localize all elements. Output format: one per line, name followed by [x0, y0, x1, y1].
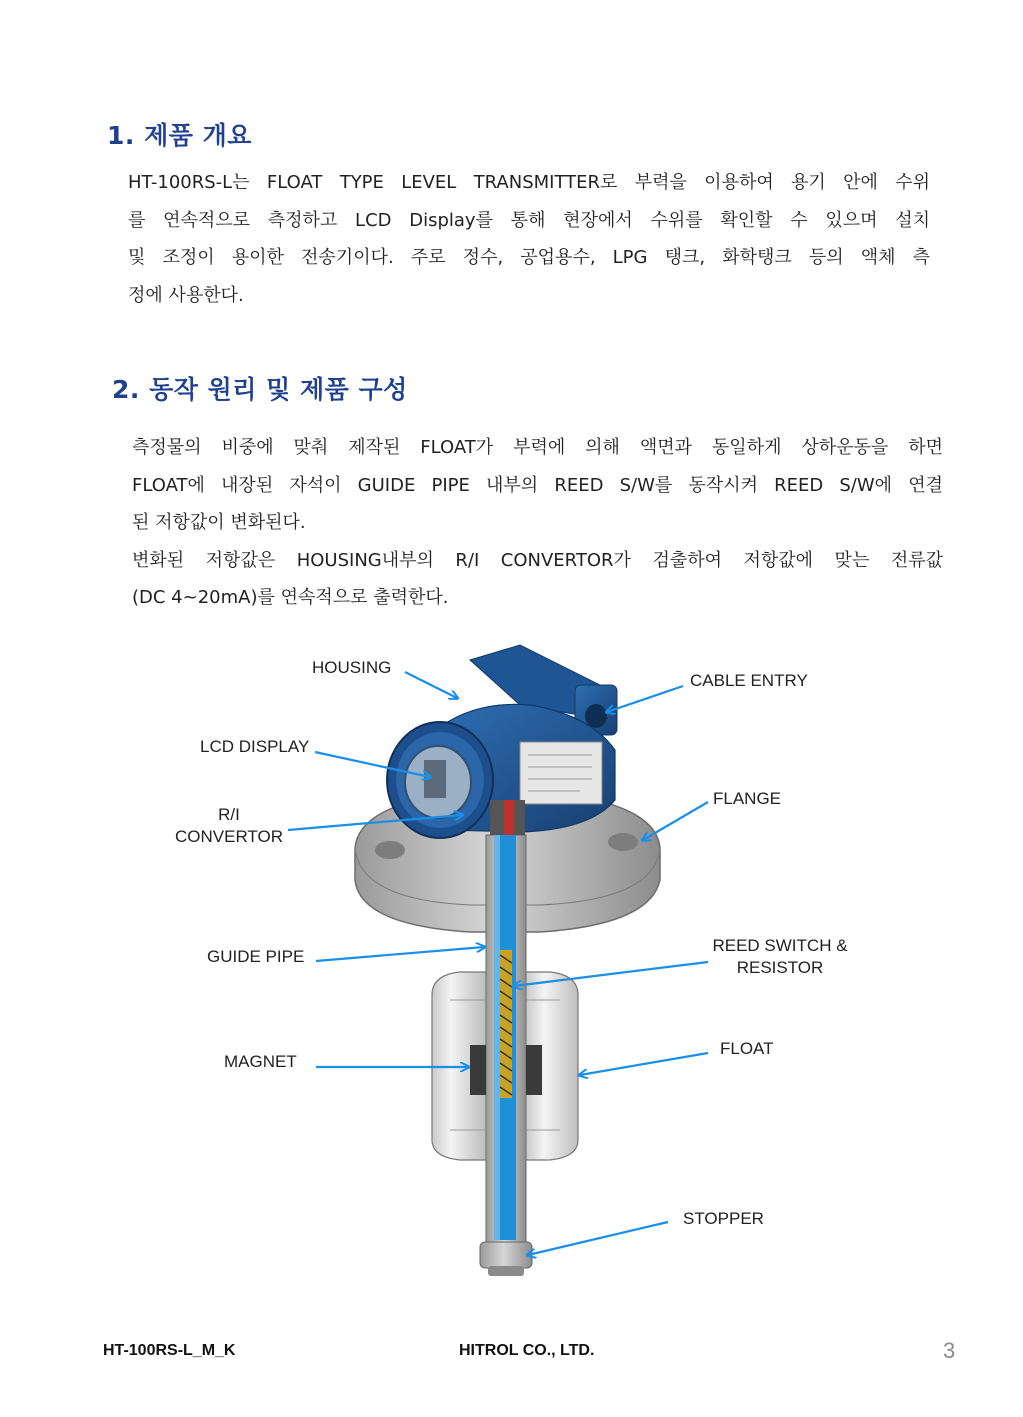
guide-pipe-arrow — [316, 947, 484, 961]
section-1-line: 및 조정이 용이한 전송기이다. 주로 정수, 공업용수, LPG 탱크, 화학탱크 등의 액체 측 — [128, 247, 930, 268]
page-number: 3 — [943, 1338, 956, 1363]
label-housing: HOUSING — [312, 658, 392, 677]
label-flange: FLANGE — [713, 789, 782, 808]
label-reed-switch-line1: REED SWITCH & — [712, 936, 848, 955]
section-2-line: (DC 4~20mA)를 연속적으로 출력한다. — [132, 587, 449, 608]
section-2-line: 된 저항값이 변화된다. — [132, 512, 306, 533]
label-magnet: MAGNET — [224, 1052, 297, 1071]
flange-arrow — [643, 802, 708, 840]
section-2-line: 측정물의 비중에 맞춰 제작된 FLOAT가 부력에 의해 액면과 동일하게 상하운동을 하면 — [132, 437, 943, 458]
footer-doc-code: HT-100RS-L_M_K — [103, 1342, 236, 1359]
section-1-line: 정에 사용한다. — [128, 284, 244, 306]
section-2-line: 변화된 저항값은 HOUSING내부의 R/I CONVERTOR가 검출하여 저항값에 맞는 전류값 — [132, 549, 943, 571]
label-ri-convertor-line2: CONVERTOR — [174, 827, 284, 846]
label-lcd-display: LCD DISPLAY — [200, 737, 310, 756]
footer-company: HITROL CO., LTD. — [459, 1342, 595, 1359]
section-2-heading: 2. 동작 원리 및 제품 구성 — [112, 375, 408, 404]
label-ri-convertor-line1: R/I — [218, 805, 240, 824]
stopper-arrow — [528, 1222, 668, 1255]
label-cable-entry: CABLE ENTRY — [690, 671, 808, 690]
housing-arrow — [405, 672, 457, 698]
label-reed-switch-line2: RESISTOR — [736, 958, 824, 977]
cable-entry-arrow — [607, 686, 683, 712]
section-1-heading: 1. 제품 개요 — [107, 121, 252, 150]
section-1-line: 를 연속적으로 측정하고 LCD Display를 통해 현장에서 수위를 확인할 수 있으며 설치 — [128, 209, 930, 231]
label-guide-pipe: GUIDE PIPE — [207, 947, 305, 966]
housing-shape — [387, 645, 617, 838]
stopper-shape — [480, 1242, 532, 1276]
section-1-line: HT-100RS-L는 FLOAT TYPE LEVEL TRANSMITTER로 부력을 이용하여 용기 안에 수위 — [128, 172, 930, 193]
label-float: FLOAT — [720, 1039, 774, 1058]
label-stopper: STOPPER — [683, 1209, 764, 1228]
guide-pipe-shape — [486, 835, 526, 1245]
float-arrow — [580, 1053, 708, 1075]
section-2-line: FLOAT에 내장된 자석이 GUIDE PIPE 내부의 REED S/W를 동작시켜 REED S/W에 연결 — [132, 474, 943, 496]
